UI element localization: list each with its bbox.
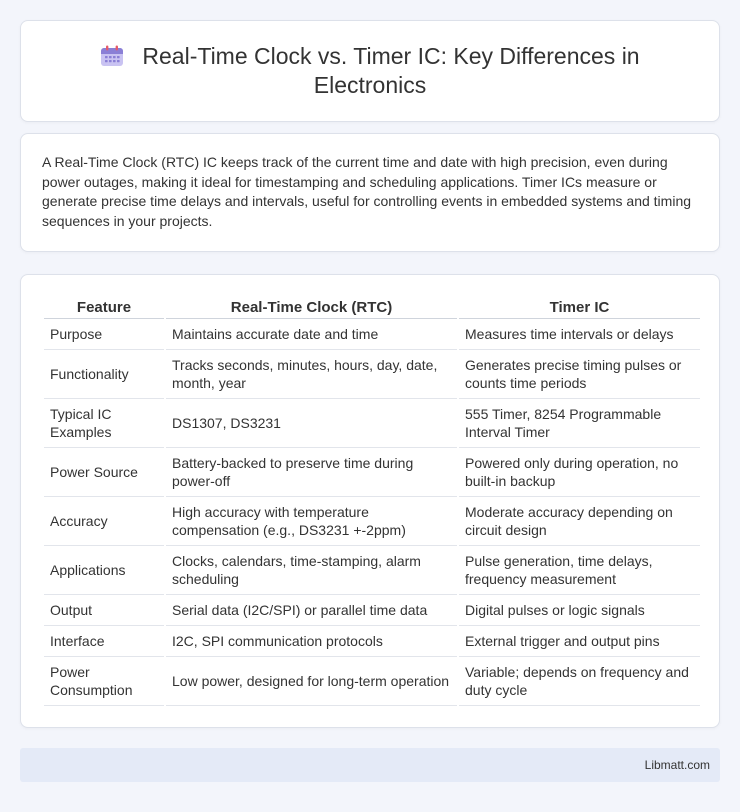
header-rtc: Real-Time Clock (RTC) xyxy=(166,295,457,319)
cell-feature: Output xyxy=(44,595,164,626)
cell-timer-ic: Generates precise timing pulses or counts time periods xyxy=(459,350,700,399)
cell-feature: Interface xyxy=(44,626,164,657)
cell-timer-ic: Pulse generation, time delays, frequency measurement xyxy=(459,546,700,595)
cell-rtc: Tracks seconds, minutes, hours, day, date, month, year xyxy=(166,350,457,399)
table-row xyxy=(44,399,700,448)
table-row xyxy=(44,657,700,706)
table-row xyxy=(44,448,700,497)
table-row xyxy=(44,595,700,626)
cell-feature: Accuracy xyxy=(44,497,164,546)
comparison-table-card xyxy=(20,274,720,728)
cell-timer-ic: External trigger and output pins xyxy=(459,626,700,657)
intro-paragraph: A Real-Time Clock (RTC) IC keeps track of the current time and date with high precision, even during power outages, making it ideal for timestamping and scheduling applications. Timer ICs measure or generate precise time delays and intervals, useful for controlling events in embedded systems and timing sequences in your projects. xyxy=(42,154,692,229)
header-timer-ic: Timer IC xyxy=(459,295,700,319)
cell-feature: Purpose xyxy=(44,319,164,350)
page-title xyxy=(61,42,679,100)
cell-rtc: Clocks, calendars, time-stamping, alarm scheduling xyxy=(166,546,457,595)
header-feature: Feature xyxy=(44,295,164,319)
cell-timer-ic: Measures time intervals or delays xyxy=(459,319,700,350)
table-row xyxy=(44,319,700,350)
table-header-row xyxy=(44,295,700,319)
cell-rtc: Battery-backed to preserve time during power-off xyxy=(166,448,457,497)
table-row xyxy=(44,626,700,657)
footer-bar xyxy=(20,748,720,782)
cell-rtc: Low power, designed for long-term operation xyxy=(166,657,457,706)
title-card xyxy=(20,20,720,122)
intro-card xyxy=(20,133,720,252)
cell-feature: Applications xyxy=(44,546,164,595)
cell-timer-ic: Moderate accuracy depending on circuit design xyxy=(459,497,700,546)
calendar-icon xyxy=(100,45,124,67)
cell-rtc: I2C, SPI communication protocols xyxy=(166,626,457,657)
page-title-text: Real-Time Clock vs. Timer IC: Key Differences in Electronics xyxy=(142,43,640,98)
table-row xyxy=(44,350,700,399)
cell-feature: Functionality xyxy=(44,350,164,399)
cell-feature: Power Consumption xyxy=(44,657,164,706)
cell-rtc: High accuracy with temperature compensation (e.g., DS3231 +-2ppm) xyxy=(166,497,457,546)
cell-timer-ic: Digital pulses or logic signals xyxy=(459,595,700,626)
comparison-table xyxy=(42,295,702,706)
cell-rtc: Maintains accurate date and time xyxy=(166,319,457,350)
cell-timer-ic: 555 Timer, 8254 Programmable Interval Timer xyxy=(459,399,700,448)
cell-feature: Power Source xyxy=(44,448,164,497)
cell-timer-ic: Variable; depends on frequency and duty cycle xyxy=(459,657,700,706)
table-row xyxy=(44,497,700,546)
footer-site-link[interactable]: Libmatt.com xyxy=(644,758,710,772)
table-row xyxy=(44,546,700,595)
cell-rtc: Serial data (I2C/SPI) or parallel time data xyxy=(166,595,457,626)
cell-timer-ic: Powered only during operation, no built-in backup xyxy=(459,448,700,497)
cell-rtc: DS1307, DS3231 xyxy=(166,399,457,448)
cell-feature: Typical IC Examples xyxy=(44,399,164,448)
